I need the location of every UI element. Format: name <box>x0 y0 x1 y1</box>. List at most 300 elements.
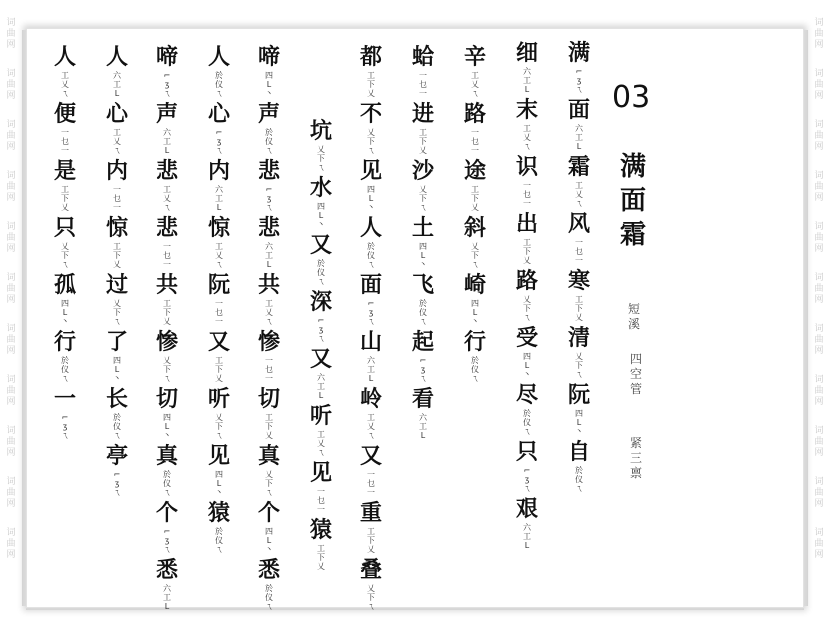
notation-glyph: 一 <box>163 242 171 251</box>
notation-glyph: 下 <box>113 308 121 317</box>
notation-glyph: 下 <box>367 536 375 545</box>
notation-glyph: 仪 <box>575 475 583 484</box>
notation-glyph: 乂 <box>575 352 583 361</box>
notation-marks <box>523 409 531 436</box>
notation-marks <box>471 356 479 383</box>
watermark-char: 曲 <box>6 437 16 447</box>
watermark-group <box>814 69 823 102</box>
notation-marks <box>471 128 479 155</box>
notation-glyph: ㄟ <box>523 484 531 493</box>
lyric-char: 切 <box>257 386 280 412</box>
notation-marks <box>215 128 223 155</box>
watermark-char: 网 <box>814 448 824 458</box>
notation-marks <box>163 356 171 383</box>
watermark-char: 曲 <box>814 131 824 141</box>
notation-glyph: 丶 <box>265 89 273 98</box>
notation-glyph: ㄟ <box>367 431 375 440</box>
watermark-char: 词 <box>814 171 824 181</box>
notation-glyph: 六 <box>215 185 223 194</box>
lyric-char: 岭 <box>359 386 382 412</box>
notation-glyph: ㄟ <box>265 146 273 155</box>
notation-marks <box>471 299 479 326</box>
notation-marks <box>265 185 273 212</box>
notation-glyph: 乂 <box>471 80 479 89</box>
notation-glyph: 工 <box>317 430 325 439</box>
notation-glyph: 四 <box>523 352 531 361</box>
title-char: 霜 <box>619 220 646 250</box>
lyric-char: 看 <box>411 386 434 412</box>
notation-glyph: 乂 <box>265 470 273 479</box>
mode-label-char: 四 <box>629 352 642 366</box>
lyric-char: 面 <box>567 97 590 123</box>
watermark-char: 网 <box>814 499 824 509</box>
notation-glyph: 工 <box>575 295 583 304</box>
lyric-column <box>460 44 490 386</box>
notation-marks <box>163 71 171 98</box>
notation-marks <box>265 527 273 554</box>
lyric-char: 飞 <box>411 272 434 298</box>
notation-glyph: 乂 <box>523 133 531 142</box>
lyric-char: 途 <box>463 158 486 184</box>
notation-marks <box>61 299 69 326</box>
notation-glyph: 工 <box>419 422 427 431</box>
notation-glyph: ⌐ <box>163 527 171 536</box>
notation-marks <box>367 128 375 155</box>
notation-glyph: L <box>472 308 478 317</box>
watermark-char: 网 <box>6 193 16 203</box>
lyric-char: 见 <box>359 158 382 184</box>
notation-marks <box>265 128 273 155</box>
notation-glyph: ㄟ <box>419 374 427 383</box>
notation-glyph: ㄟ <box>215 545 223 554</box>
notation-glyph: 六 <box>113 71 121 80</box>
lyric-char: 人 <box>359 215 382 241</box>
lyric-char: 斜 <box>463 215 486 241</box>
notation-glyph: ㄟ <box>163 203 171 212</box>
notation-glyph: 工 <box>523 124 531 133</box>
notation-glyph: 於 <box>523 409 531 418</box>
notation-glyph: 乂 <box>265 308 273 317</box>
notation-glyph: 一 <box>471 128 479 137</box>
notation-glyph: 乜 <box>215 308 223 317</box>
notation-glyph: 仪 <box>215 536 223 545</box>
pattern-label-char: 三 <box>629 451 642 465</box>
notation-glyph: L <box>318 211 324 220</box>
lyric-char: 叠 <box>359 557 382 583</box>
notation-marks <box>419 71 427 98</box>
notation-glyph: 丶 <box>61 317 69 326</box>
watermark-char: 词 <box>6 222 16 232</box>
watermark-group <box>814 375 823 408</box>
notation-glyph: 四 <box>367 185 375 194</box>
pattern-label-char: 紧 <box>629 436 642 450</box>
notation-glyph: 一 <box>265 374 273 383</box>
notation-glyph: 乜 <box>575 247 583 256</box>
watermark-char: 网 <box>814 397 824 407</box>
notation-glyph: 仪 <box>419 308 427 317</box>
notation-glyph: L <box>524 361 530 370</box>
lyric-char: 不 <box>359 101 382 127</box>
notation-glyph: 丶 <box>575 427 583 436</box>
watermark-char: 网 <box>6 499 16 509</box>
notation-glyph: ⌐ <box>367 299 375 308</box>
watermark-char: 网 <box>6 346 16 356</box>
notation-glyph: 乂 <box>575 313 583 322</box>
pattern-label <box>628 436 644 481</box>
notation-glyph: ㄟ <box>215 260 223 269</box>
notation-marks <box>575 238 583 265</box>
notation-glyph: 於 <box>265 584 273 593</box>
notation-marks <box>113 128 121 155</box>
lyric-char: 崎 <box>463 272 486 298</box>
notation-glyph: ㄟ <box>523 142 531 151</box>
lyric-char: 满 <box>567 40 590 66</box>
notation-glyph: 一 <box>419 89 427 98</box>
lyric-char: 出 <box>515 211 538 237</box>
notation-glyph: ㄟ <box>215 89 223 98</box>
lyric-char: 土 <box>411 215 434 241</box>
notation-glyph: 乜 <box>419 80 427 89</box>
notation-glyph: 乂 <box>113 137 121 146</box>
watermark-char: 网 <box>6 244 16 254</box>
notation-marks <box>215 356 223 383</box>
lyric-char: 霜 <box>567 154 590 180</box>
tune-label-char: 短 <box>627 302 640 316</box>
notation-glyph: ⌐ <box>317 316 325 325</box>
watermark-char: 网 <box>6 142 16 152</box>
lyric-char: 面 <box>359 272 382 298</box>
notation-glyph: ㄟ <box>215 146 223 155</box>
notation-glyph: ⌐ <box>163 71 171 80</box>
notation-glyph: ㄟ <box>523 313 531 322</box>
notation-marks <box>317 259 325 286</box>
notation-glyph: 四 <box>265 527 273 536</box>
watermark-char: 曲 <box>6 80 16 90</box>
notation-glyph: 下 <box>419 194 427 203</box>
watermark-char: 曲 <box>6 488 16 498</box>
notation-glyph: 乂 <box>367 128 375 137</box>
notation-glyph: 一 <box>61 128 69 137</box>
watermark-char: 词 <box>6 324 16 334</box>
notation-glyph: ʒ <box>318 325 324 334</box>
notation-glyph: 工 <box>367 527 375 536</box>
notation-glyph: 下 <box>575 361 583 370</box>
notation-glyph: 丶 <box>419 260 427 269</box>
notation-glyph: 於 <box>163 470 171 479</box>
notation-glyph: 六 <box>419 413 427 422</box>
watermark-group <box>6 477 15 510</box>
notation-marks <box>317 202 325 229</box>
notation-glyph: 六 <box>163 584 171 593</box>
lyric-char: 只 <box>515 439 538 465</box>
watermark-group <box>6 273 15 306</box>
watermark-char: 曲 <box>6 131 16 141</box>
watermark-char: 曲 <box>6 335 16 345</box>
lyric-column <box>512 40 542 553</box>
notation-glyph: 仪 <box>265 137 273 146</box>
notation-marks <box>163 470 171 497</box>
notation-glyph: L <box>216 203 222 212</box>
notation-glyph: 一 <box>163 260 171 269</box>
lyric-char: 见 <box>309 460 332 486</box>
notation-glyph: L <box>164 602 170 611</box>
notation-marks <box>317 145 325 172</box>
notation-glyph: L <box>164 146 170 155</box>
notation-glyph: 工 <box>163 299 171 308</box>
notation-glyph: 丶 <box>523 370 531 379</box>
lyric-char: 听 <box>207 386 230 412</box>
notation-marks <box>215 527 223 554</box>
watermark-char: 网 <box>814 244 824 254</box>
lyric-column <box>204 44 234 557</box>
notation-glyph: ㄟ <box>367 146 375 155</box>
notation-marks <box>575 295 583 322</box>
lyric-column <box>306 118 336 574</box>
lyric-char: 悉 <box>257 557 280 583</box>
watermark-char: 词 <box>814 222 824 232</box>
watermark-char: 网 <box>6 40 16 50</box>
watermark-char: 网 <box>814 142 824 152</box>
notation-glyph: ⌐ <box>523 466 531 475</box>
watermark-group <box>6 120 15 153</box>
notation-glyph: 工 <box>575 181 583 190</box>
notation-glyph: 仪 <box>113 422 121 431</box>
lyric-char: 人 <box>207 44 230 70</box>
watermark-char: 曲 <box>6 233 16 243</box>
notation-glyph: ㄟ <box>265 203 273 212</box>
notation-glyph: ʒ <box>114 479 120 488</box>
notation-glyph: 四 <box>419 242 427 251</box>
watermark-group <box>814 324 823 357</box>
notation-glyph: ㄟ <box>419 317 427 326</box>
notation-marks <box>215 71 223 98</box>
watermark-char: 网 <box>814 550 824 560</box>
notation-marks <box>113 71 121 98</box>
notation-glyph: 乂 <box>61 203 69 212</box>
notation-glyph: 於 <box>575 466 583 475</box>
watermark-group <box>814 426 823 459</box>
notation-glyph: ⌐ <box>575 67 583 76</box>
mode-label <box>628 352 644 397</box>
notation-glyph: ㄟ <box>163 488 171 497</box>
notation-glyph: 於 <box>317 259 325 268</box>
watermark-char: 曲 <box>6 182 16 192</box>
watermark-right <box>810 0 828 630</box>
notation-marks <box>317 316 325 343</box>
notation-marks <box>163 242 171 269</box>
watermark-char: 曲 <box>814 335 824 345</box>
notation-glyph: L <box>420 251 426 260</box>
lyric-char: 内 <box>207 158 230 184</box>
notation-glyph: ㄟ <box>523 427 531 436</box>
notation-glyph: 乜 <box>113 194 121 203</box>
lyric-char: 又 <box>359 443 382 469</box>
notation-glyph: ㄟ <box>317 277 325 286</box>
watermark-group <box>6 18 15 51</box>
notation-marks <box>523 181 531 208</box>
notation-glyph: 丶 <box>367 203 375 212</box>
notation-glyph: 一 <box>317 487 325 496</box>
notation-marks <box>523 67 531 94</box>
notation-glyph: L <box>114 365 120 374</box>
watermark-char: 曲 <box>814 182 824 192</box>
watermark-char: 网 <box>6 448 16 458</box>
notation-glyph: 一 <box>471 146 479 155</box>
notation-glyph: 工 <box>471 185 479 194</box>
notation-glyph: 下 <box>163 308 171 317</box>
tune-label-char: 溪 <box>627 317 640 331</box>
notation-marks <box>61 185 69 212</box>
notation-glyph: L <box>164 422 170 431</box>
notation-glyph: 工 <box>61 185 69 194</box>
notation-glyph: 乂 <box>575 190 583 199</box>
notation-glyph: ㄟ <box>163 89 171 98</box>
notation-glyph: ㄟ <box>61 374 69 383</box>
notation-glyph: 四 <box>215 470 223 479</box>
watermark-char: 词 <box>814 477 824 487</box>
notation-glyph: ⌐ <box>61 413 69 422</box>
notation-glyph: L <box>576 142 582 151</box>
notation-glyph: 乂 <box>367 584 375 593</box>
notation-glyph: 乂 <box>367 89 375 98</box>
notation-marks <box>471 185 479 212</box>
lyric-char: 个 <box>257 500 280 526</box>
notation-glyph: ʒ <box>524 475 530 484</box>
watermark-char: 曲 <box>6 539 16 549</box>
notation-marks <box>367 470 375 497</box>
notation-glyph: ㄟ <box>113 146 121 155</box>
notation-glyph: 下 <box>215 365 223 374</box>
notation-marks <box>265 242 273 269</box>
notation-glyph: 下 <box>113 251 121 260</box>
lyric-char: 悲 <box>257 158 280 184</box>
notation-glyph: ㄟ <box>575 85 583 94</box>
title-char: 满 <box>619 152 646 182</box>
watermark-char: 网 <box>6 295 16 305</box>
notation-marks <box>575 466 583 493</box>
notation-glyph: 乜 <box>163 251 171 260</box>
watermark-char: 曲 <box>814 386 824 396</box>
notation-glyph: 乂 <box>215 413 223 422</box>
lyric-char: 路 <box>463 101 486 127</box>
notation-glyph: L <box>266 260 272 269</box>
lyric-char: 行 <box>463 329 486 355</box>
notation-glyph: 六 <box>523 67 531 76</box>
notation-glyph: 工 <box>317 382 325 391</box>
notation-glyph: 工 <box>367 365 375 374</box>
notation-marks <box>61 242 69 269</box>
lyric-char: 便 <box>53 101 76 127</box>
notation-glyph: 工 <box>163 185 171 194</box>
watermark-char: 网 <box>814 91 824 101</box>
notation-glyph: L <box>114 89 120 98</box>
notation-glyph: 工 <box>265 413 273 422</box>
lyric-char: 听 <box>309 403 332 429</box>
notation-glyph: 一 <box>523 199 531 208</box>
lyric-char: 啼 <box>155 44 178 70</box>
notation-glyph: 一 <box>113 185 121 194</box>
watermark-char: 词 <box>6 528 16 538</box>
notation-marks <box>367 584 375 611</box>
notation-glyph: 六 <box>317 373 325 382</box>
watermark-group <box>6 171 15 204</box>
notation-glyph: ⌐ <box>215 128 223 137</box>
notation-glyph: 丶 <box>265 545 273 554</box>
notation-glyph: 一 <box>215 299 223 308</box>
lyric-char: 又 <box>309 346 332 372</box>
notation-glyph: ㄟ <box>367 602 375 611</box>
notation-marks <box>61 356 69 383</box>
notation-glyph: ㄟ <box>113 317 121 326</box>
lyric-char: 声 <box>155 101 178 127</box>
notation-glyph: 下 <box>419 137 427 146</box>
notation-glyph: 工 <box>471 71 479 80</box>
piece-title <box>618 150 648 252</box>
notation-glyph: ㄟ <box>61 260 69 269</box>
watermark-group <box>6 426 15 459</box>
notation-marks <box>113 242 121 269</box>
notation-glyph: 下 <box>471 251 479 260</box>
notation-marks <box>367 185 375 212</box>
notation-glyph: 乂 <box>61 80 69 89</box>
notation-marks <box>163 128 171 155</box>
title-char: 面 <box>619 186 646 216</box>
notation-marks <box>317 373 325 400</box>
notation-marks <box>113 470 121 497</box>
notation-marks <box>575 67 583 94</box>
notation-glyph: 下 <box>61 194 69 203</box>
lyric-char: 都 <box>359 44 382 70</box>
notation-glyph: L <box>266 80 272 89</box>
notation-glyph: 工 <box>317 544 325 553</box>
lyric-char: 识 <box>515 154 538 180</box>
lyric-char: 又 <box>207 329 230 355</box>
watermark-group <box>814 528 823 561</box>
notation-glyph: ʒ <box>420 365 426 374</box>
notation-glyph: 六 <box>523 523 531 532</box>
notation-glyph: 六 <box>575 124 583 133</box>
notation-glyph: 四 <box>265 71 273 80</box>
notation-glyph: 四 <box>317 202 325 211</box>
notation-marks <box>419 242 427 269</box>
watermark-char: 词 <box>6 477 16 487</box>
notation-glyph: 下 <box>367 593 375 602</box>
notation-glyph: 乂 <box>471 242 479 251</box>
watermark-group <box>814 273 823 306</box>
notation-glyph: 下 <box>265 422 273 431</box>
notation-glyph: 於 <box>113 413 121 422</box>
lyric-char: 悲 <box>155 158 178 184</box>
notation-marks <box>317 487 325 514</box>
notation-glyph: 乂 <box>471 203 479 212</box>
notation-glyph: 乜 <box>61 137 69 146</box>
notation-marks <box>523 352 531 379</box>
notation-glyph: L <box>216 479 222 488</box>
notation-glyph: ㄟ <box>367 317 375 326</box>
notation-glyph: 一 <box>575 256 583 265</box>
lyric-char: 悲 <box>155 215 178 241</box>
lyric-char: 惊 <box>105 215 128 241</box>
notation-glyph: 乂 <box>523 256 531 265</box>
notation-marks <box>163 527 171 554</box>
notation-glyph: ʒ <box>216 137 222 146</box>
notation-glyph: ⌐ <box>419 356 427 365</box>
lyric-char: 山 <box>359 329 382 355</box>
watermark-group <box>6 222 15 255</box>
notation-glyph: 下 <box>215 422 223 431</box>
lyric-char: 又 <box>309 232 332 258</box>
watermark-char: 词 <box>6 273 16 283</box>
